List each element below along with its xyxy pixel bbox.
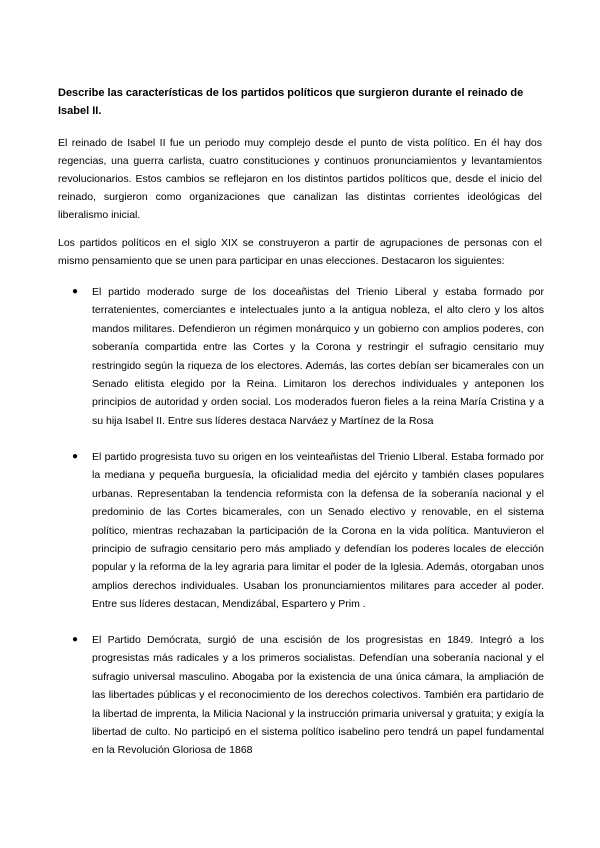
list-item-text: El partido moderado surge de los doceañistas del Trienio Liberal y estaba formado por terratenientes, comerciantes e intelectuales junto a la antigua nobleza, el alto clero y los altos mandos militares. Defendieron un régimen monárquico y un gobierno con amplios poderes, con soberanía compartida entre las Cortes y la Corona y restringir el sufragio censitario muy restringido según la riqueza de los electores. Además, las cortes debían ser bicamerales con un Senado elitista elegido por la Reina. Limitaron los derechos individuales y anteponen los principios de autoridad y orden social. Los moderados fueron fieles a la reina María Cristina y a su hija Isabel II. Entre sus líderes destaca Narváez y Martínez de la Rosa <box>92 286 544 427</box>
bullet-icon: ● <box>72 451 79 462</box>
list-item-democrata <box>58 631 544 760</box>
list-item-text: El partido progresista tuvo su origen en los veinteañistas del Trienio LIberal. Estaba formado por la mediana y pequeña burguesía, la oficialidad media del ejército y también clases populares urbanas. Representaban la tendencia reformista con la defensa de la soberanía nacional y el predominio de las Cortes bicamerales, con un Senado electivo y renovable, en el sistema político, mientras rechazaban la participación de la Corona en la vida política. Mantuvieron el principio de sufragio censitario pero más ampliado y defendían los poderes locales de elección popular y la reforma de la ley agraria para limitar el poder de la Iglesia. Además, otorgaban unos amplios derechos individuales. Usaban los pronunciamientos militares para acceder al poder. Entre sus líderes destacan, Mendizábal, Espartero y Prim . <box>92 451 544 611</box>
list-item-moderado <box>58 283 544 430</box>
list-item-progresista <box>58 448 544 614</box>
intro-paragraph: El reinado de Isabel II fue un periodo muy complejo desde el punto de vista político. En él hay dos regencias, una guerra carlista, cuatro constituciones y continuos pronunciamientos y levantamientos revolucionarios. Estos cambios se reflejaron en los distintos partidos políticos que, desde el inicio del reinado, surgieron como organizaciones que canalizan las distintas corrientes ideológicas del liberalismo inicial. <box>58 137 542 221</box>
parties-intro-paragraph: Los partidos políticos en el siglo XIX se construyeron a partir de agrupaciones de personas con el mismo pensamiento que se unen para participar en unas elecciones. Destacaron los siguientes: <box>58 237 542 267</box>
bullet-icon: ● <box>72 286 79 297</box>
question-title: Describe las características de los partidos políticos que surgieron durante el reinado de Isabel II. <box>58 87 524 117</box>
bullet-icon: ● <box>72 634 79 645</box>
list-item-text: El Partido Demócrata, surgió de una escisión de los progresistas en 1849. Integró a los progresistas más radicales y a los primeros socialistas. Defendían una soberanía nacional y el sufragio universal masculino. Abogaba por la existencia de una única cámara, la ampliación de las libertades públicas y el reconocimiento de los derechos colectivos. También era partidario de la libertad de imprenta, la Milicia Nacional y la instrucción primaria universal y gratuita; y exigía la libertad de culto. No participó en el sistema político isabelino pero tendrá un papel fundamental en la Revolución Gloriosa de 1868 <box>92 634 544 757</box>
